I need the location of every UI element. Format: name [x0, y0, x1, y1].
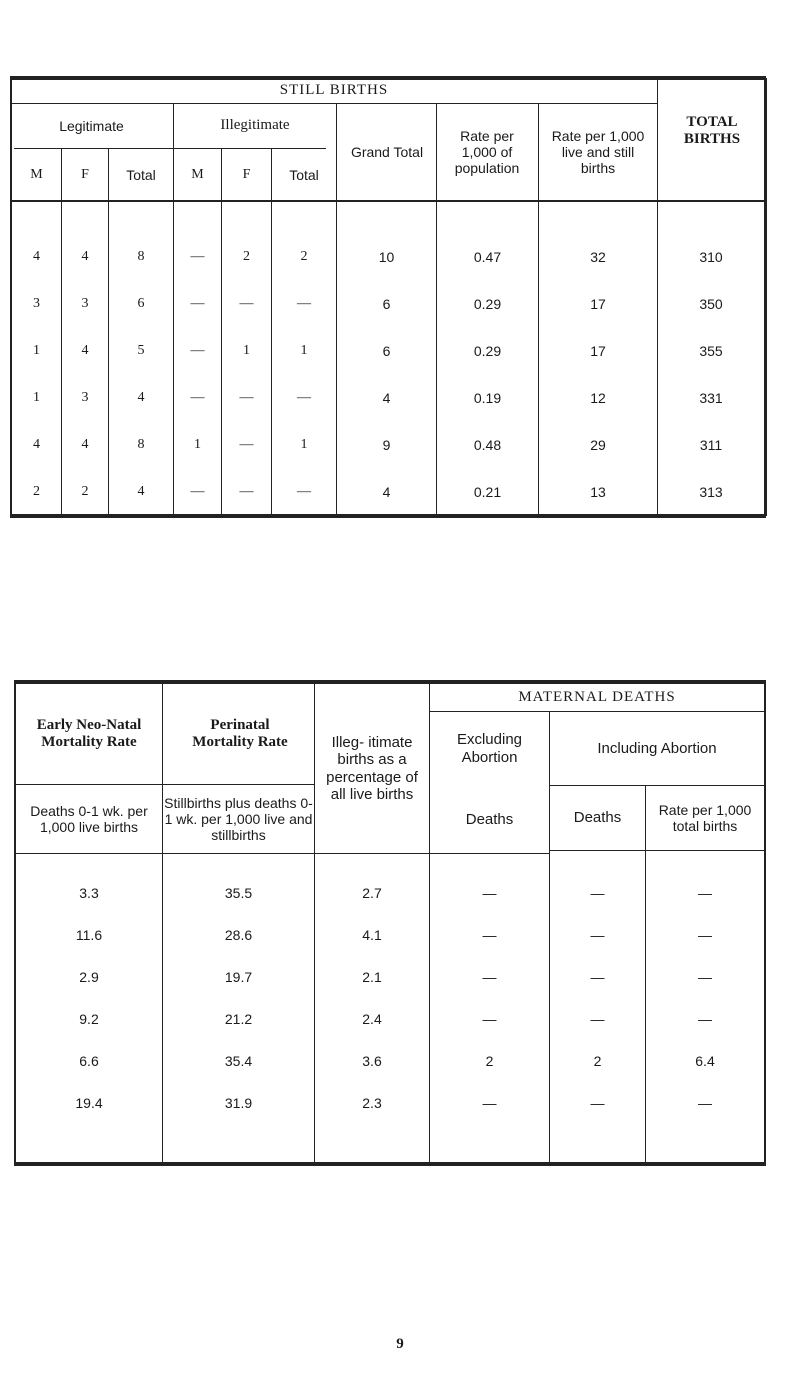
- total-births-header: TOTAL BIRTHS: [683, 113, 741, 147]
- still-births-cell: —: [297, 483, 311, 499]
- still-births-cell: 29: [590, 436, 606, 453]
- mortality-cell: 3.3: [79, 884, 99, 901]
- mortality-cell: —: [698, 968, 712, 985]
- mortality-cell: —: [482, 1094, 497, 1111]
- still-births-cell: 0.48: [473, 436, 502, 453]
- still-births-cell: 3: [33, 295, 40, 311]
- mortality-cell: 6.6: [79, 1052, 99, 1069]
- table-bottom-rule: [10, 514, 766, 518]
- still-births-cell: —: [297, 389, 311, 405]
- still-births-cell: 331: [699, 389, 723, 406]
- still-births-cell: 17: [590, 295, 606, 312]
- still-births-cell: 9: [382, 436, 391, 453]
- early-neonatal-subheader: Deaths 0-1 wk. per 1,000 live births: [30, 802, 148, 835]
- still-births-cell: 1: [243, 342, 250, 358]
- illeg-m-header: M: [191, 166, 204, 182]
- still-births-cell: —: [297, 295, 311, 311]
- still-births-cell: —: [239, 389, 254, 405]
- still-births-cell: 4: [33, 248, 40, 264]
- mortality-cell: 11.6: [75, 926, 103, 943]
- mortality-cell: —: [590, 926, 605, 943]
- mortality-cell: 2.3: [362, 1094, 382, 1111]
- mortality-cell: —: [482, 926, 497, 943]
- mortality-cell: 3.6: [362, 1052, 382, 1069]
- including-abortion-header: Including Abortion: [597, 739, 717, 757]
- legit-total-header: Total: [126, 166, 156, 183]
- still-births-cell: 4: [81, 248, 89, 264]
- still-births-cell: —: [239, 436, 254, 452]
- still-births-cell: 0.19: [473, 389, 502, 406]
- mortality-cell: —: [482, 1010, 497, 1027]
- still-births-cell: 310: [699, 248, 723, 265]
- still-births-cell: —: [190, 483, 205, 499]
- still-births-cell: —: [190, 295, 205, 311]
- still-births-cell: 1: [33, 389, 40, 405]
- still-births-cell: 4: [33, 436, 40, 452]
- still-births-cell: 4: [137, 483, 145, 499]
- still-births-cell: —: [190, 248, 205, 264]
- mortality-cell: —: [698, 884, 712, 901]
- mortality-cell: 2: [485, 1052, 494, 1069]
- still-births-cell: 0.29: [473, 342, 502, 359]
- mortality-cell: 2.9: [79, 968, 99, 985]
- still-births-cell: 10: [378, 248, 395, 265]
- early-neonatal-header: Early Neo-Natal Mortality Rate: [36, 716, 142, 750]
- mortality-cell: 31.9: [224, 1094, 253, 1111]
- still-births-cell: —: [239, 483, 254, 499]
- still-births-cell: —: [239, 295, 254, 311]
- still-births-cell: 2: [81, 483, 89, 499]
- illegitimate-percentage-header: Illeg- itimate births as a percentage of all live births: [326, 734, 418, 803]
- mortality-cell: 19.7: [224, 968, 253, 985]
- mortality-cell: 28.6: [224, 926, 253, 943]
- still-births-cell: —: [190, 342, 205, 358]
- still-births-cell: 6: [382, 342, 391, 359]
- still-births-cell: 17: [590, 342, 606, 359]
- table2-bottom-rule: [14, 1162, 766, 1166]
- still-births-cell: 311: [699, 436, 723, 453]
- excluding-deaths-header: Deaths: [465, 810, 514, 828]
- mortality-cell: 35.4: [224, 1052, 253, 1069]
- still-births-cell: —: [190, 389, 205, 405]
- grand-total-header: Grand Total: [350, 143, 424, 160]
- still-births-cell: 5: [137, 342, 145, 358]
- still-births-cell: 4: [382, 483, 391, 500]
- still-births-cell: 1: [300, 342, 308, 358]
- still-births-cell: 4: [81, 342, 89, 358]
- still-births-cell: 13: [590, 483, 606, 500]
- still-births-cell: 4: [137, 389, 145, 405]
- still-births-cell: 32: [590, 248, 606, 265]
- maternal-deaths-header: MATERNAL DEATHS: [518, 688, 676, 705]
- mortality-cell: 9.2: [79, 1010, 99, 1027]
- still-births-cell: 0.21: [473, 483, 502, 500]
- still-births-cell: 2: [300, 248, 308, 264]
- still-births-cell: 3: [81, 295, 89, 311]
- still-births-cell: 0.47: [473, 248, 502, 265]
- still-births-cell: 313: [699, 483, 723, 500]
- mortality-cell: —: [590, 1010, 605, 1027]
- mortality-cell: 6.4: [695, 1052, 715, 1069]
- mortality-cell: —: [698, 926, 712, 943]
- mortality-cell: —: [590, 884, 605, 901]
- still-births-cell: 350: [699, 295, 723, 312]
- illeg-f-header: F: [242, 166, 251, 182]
- including-deaths-header: Deaths: [573, 809, 622, 827]
- still-births-cell: 2: [33, 483, 40, 499]
- rate-per-population-header: Rate per 1,000 of population: [454, 127, 520, 177]
- still-births-cell: 6: [382, 295, 391, 312]
- mortality-cell: —: [590, 1094, 605, 1111]
- still-births-cell: 1: [300, 436, 308, 452]
- perinatal-header: Perinatal Mortality Rate: [192, 716, 288, 750]
- still-births-cell: 12: [590, 389, 606, 406]
- still-births-cell: 8: [137, 248, 145, 264]
- illegitimate-header: Illegitimate: [220, 117, 290, 134]
- legit-f-header: F: [81, 166, 89, 182]
- rate-per-total-births-header: Rate per 1,000 total births: [658, 801, 752, 834]
- mortality-cell: 35.5: [224, 884, 253, 901]
- mortality-cell: —: [482, 968, 497, 985]
- legitimate-header: Legitimate: [59, 117, 124, 134]
- still-births-cell: 2: [243, 248, 250, 264]
- still-births-title: STILL BIRTHS: [279, 81, 389, 98]
- mortality-cell: 2.1: [362, 968, 382, 985]
- perinatal-subheader: Stillbirths plus deaths 0-1 wk. per 1,000 live and stillbirths: [164, 794, 313, 844]
- still-births-cell: 4: [382, 389, 391, 406]
- mortality-cell: 2.4: [362, 1010, 382, 1027]
- still-births-cell: 8: [137, 436, 145, 452]
- page-number: 9: [396, 1336, 404, 1352]
- rate-per-live-still-header: Rate per 1,000 live and still births: [551, 127, 645, 177]
- mortality-cell: 19.4: [75, 1094, 103, 1111]
- still-births-cell: 0.29: [473, 295, 502, 312]
- mortality-cell: 21.2: [224, 1010, 253, 1027]
- still-births-cell: 1: [33, 342, 40, 358]
- still-births-cell: 3: [81, 389, 89, 405]
- excluding-abortion-header: Excluding Abortion: [456, 731, 523, 766]
- mortality-cell: 4.1: [362, 926, 382, 943]
- still-births-cell: 6: [137, 295, 145, 311]
- illeg-total-header: Total: [289, 166, 319, 183]
- still-births-cell: 4: [81, 436, 89, 452]
- mortality-cell: —: [590, 968, 605, 985]
- mortality-cell: 2: [593, 1052, 602, 1069]
- still-births-cell: 355: [699, 342, 723, 359]
- mortality-cell: —: [698, 1010, 712, 1027]
- mortality-cell: 2.7: [362, 884, 382, 901]
- mortality-cell: —: [698, 1094, 712, 1111]
- mortality-cell: —: [482, 884, 497, 901]
- still-births-cell: 1: [194, 436, 201, 452]
- table-right-border: [764, 78, 767, 516]
- legit-m-header: M: [30, 166, 43, 182]
